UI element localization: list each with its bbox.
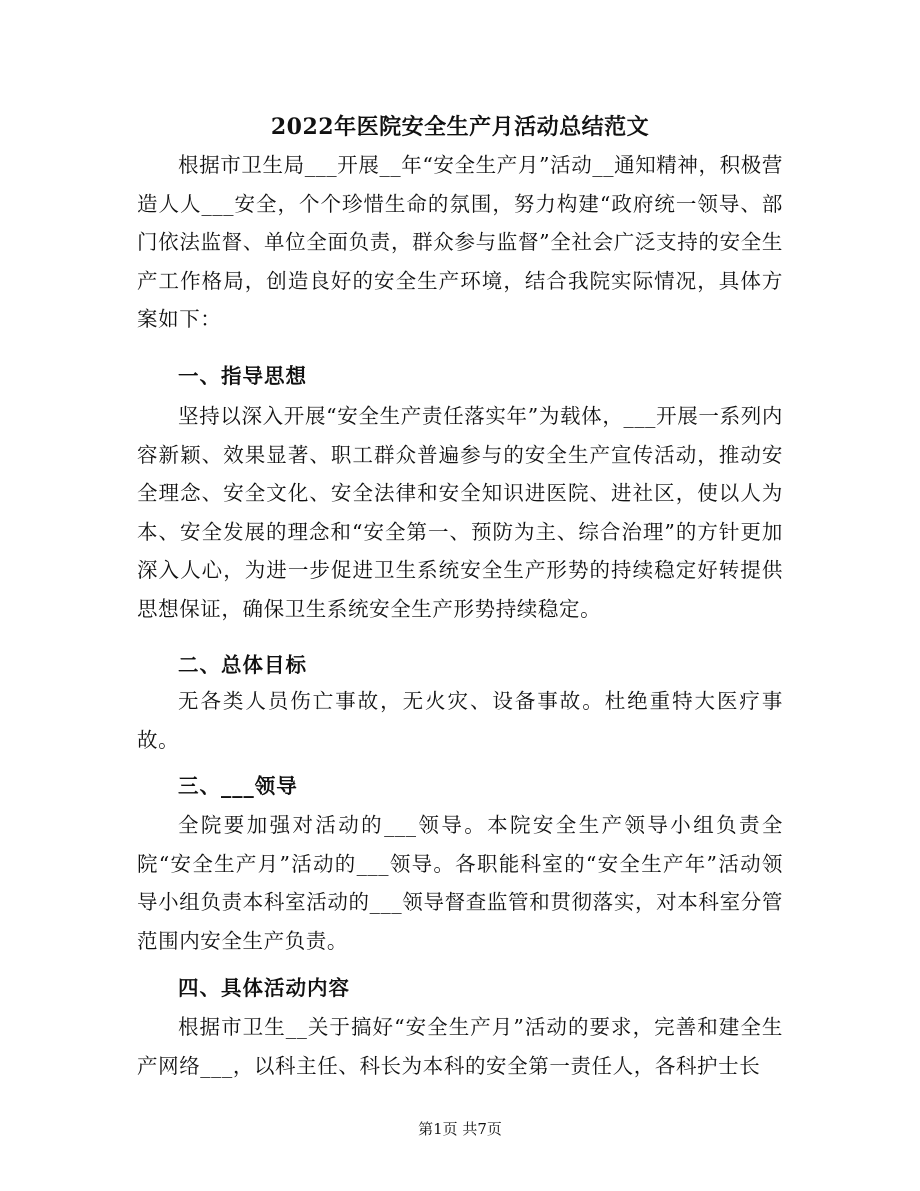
section-heading-overall-goal: 二、总体目标	[178, 653, 307, 677]
document-title: 2022年医院安全生产月活动总结范文	[270, 114, 650, 140]
section-heading-leadership: 三、___领导	[178, 774, 298, 798]
section-heading-activities: 四、具体活动内容	[178, 976, 350, 1000]
section-paragraph-activities: 根据市卫生__关于搞好“安全生产月”活动的要求，完善和建全生产网络___，以科主任、科长为本科的安全第一责任人，各科护士长	[137, 1015, 783, 1078]
section-paragraph-guiding-thought: 坚持以深入开展“安全生产责任落实年”为载体，___开展一系列内容新颖、效果显著、职工群众普遍参与的安全生产宣传活动，推动安全理念、安全文化、安全法律和安全知识进医院、进社区，使以人为本、安全发展的理念和“安全第一、预防为主、综合治理”的方针更加深入人心，为进一步促进卫生系统安全生产形势的持续稳定好转提供思想保证，确保卫生系统安全生产形势持续稳定。	[137, 404, 783, 621]
intro-paragraph: 根据市卫生局___开展__年“安全生产月”活动__通知精神，积极营造人人___安全，个个珍惜生命的氛围，努力构建“政府统一领导、部门依法监督、单位全面负责，群众参与监督”全社会广泛支持的安全生产工作格局，创造良好的安全生产环境，结合我院实际情况，具体方案如下：	[137, 153, 783, 332]
section-heading-guiding-thought: 一、指导思想	[178, 364, 307, 388]
section-paragraph-leadership: 全院要加强对活动的___领导。本院安全生产领导小组负责全院“安全生产月”活动的___领导。各职能科室的“安全生产年”活动领导小组负责本科室活动的___领导督查监管和贯彻落实，对本科室分管范围内安全生产负责。	[137, 813, 783, 953]
page-number: 第1页 共7页	[418, 1120, 502, 1138]
section-paragraph-overall-goal: 无各类人员伤亡事故，无火灾、设备事故。杜绝重特大医疗事故。	[137, 689, 783, 752]
